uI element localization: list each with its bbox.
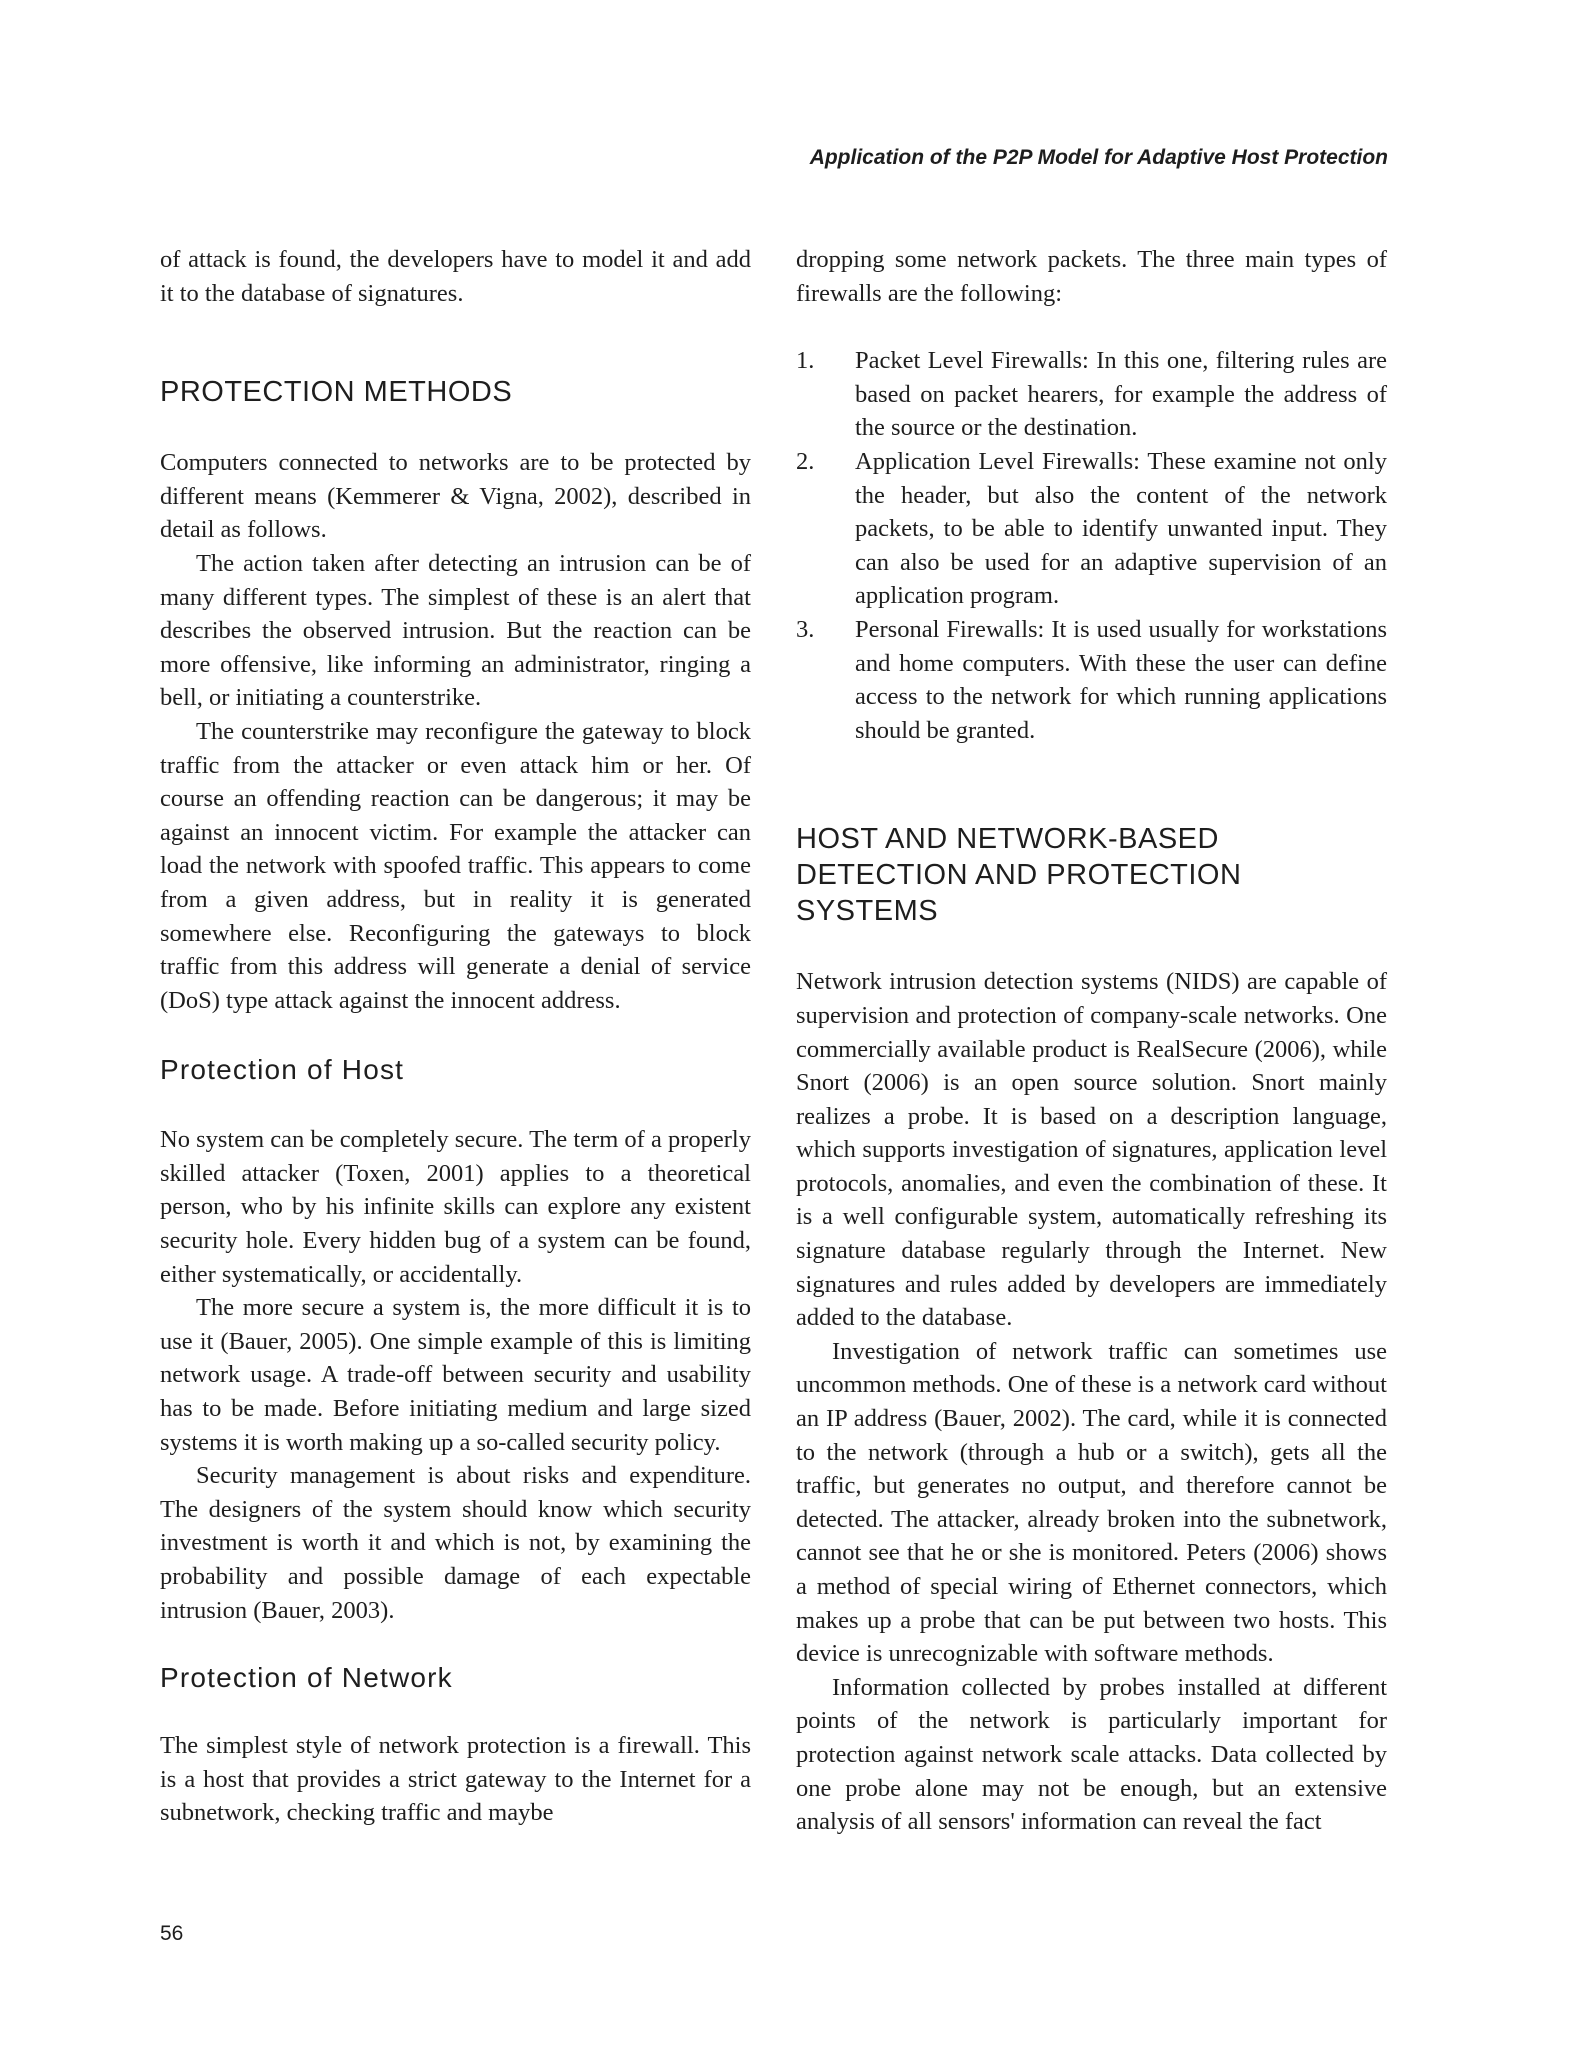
- heading-line: DETECTION AND PROTECTION: [796, 859, 1242, 892]
- heading-line: SYSTEMS: [796, 895, 939, 928]
- body-paragraph: Information collected by probes installed at different points of the network is particularly important for protection against network scale attacks. Data collected by one probe alone may not be enough, but an extensive analysis of all sensors' information can reveal the fact: [796, 1673, 1387, 1836]
- page-number: 56: [160, 1922, 184, 1945]
- protection-of-network-heading: Protection of Network: [160, 1662, 453, 1694]
- intro-paragraph: of attack is found, the developers have to model it and add it to the database of signatures.: [160, 246, 751, 307]
- list-number: 1.: [796, 347, 815, 375]
- list-number: 2.: [796, 447, 815, 475]
- left-column: [160, 243, 751, 1830]
- protection-methods-heading: PROTECTION METHODS: [160, 376, 513, 409]
- body-paragraph: Investigation of network traffic can sometimes use uncommon methods. One of these is a network card without an IP address (Bauer, 2002). The card, while it is connected to the network (through a hub or a switch), gets all the traffic, but generates no output, and therefore cannot be detected. The attacker, already broken into the subnetwork, cannot see that he or she is monitored. Peters (2006) shows a method of special wiring of Ethernet connectors, which makes up a probe that can be put between two hosts. This device is unrecognizable with software methods.: [796, 1337, 1387, 1668]
- firewall-types-list: [796, 344, 1387, 747]
- continuation-paragraph: dropping some network packets. The three main types of firewalls are the following:: [796, 246, 1387, 307]
- body-paragraph: Network intrusion detection systems (NIDS) are capable of supervision and protection of company-scale networks. One commercially available product is RealSecure (2006), while Snort (2006) is an open source solution. Snort mainly realizes a probe. It is based on a description language, which supports investigation of signatures, application level protocols, anomalies, and even the combination of these. It is a well configurable system, automatically refreshing its signature database regularly through the Internet. New signatures and rules added by developers are immediately added to the database.: [796, 968, 1387, 1332]
- right-column: [796, 243, 1387, 1839]
- body-paragraph: The more secure a system is, the more difficult it is to use it (Bauer, 2005). One simple example of this is limiting network usage. A trade-off between security and usability has to be made. Before initiating medium and large sized systems it is worth making up a so-called security policy.: [160, 1294, 751, 1456]
- body-paragraph: No system can be completely secure. The term of a properly skilled attacker (Toxen, 2001) applies to a theoretical person, who by his infinite skills can explore any existent security hole. Every hidden bug of a system can be found, either systematically, or accidentally.: [160, 1126, 751, 1288]
- list-item: [796, 445, 1387, 613]
- list-text: Personal Firewalls: It is used usually for workstations and home computers. With these the user can define access to the network for which running applications should be granted.: [855, 615, 1387, 744]
- protection-of-host-heading: Protection of Host: [160, 1054, 405, 1086]
- body-paragraph: Computers connected to networks are to be protected by different means (Kemmerer & Vigna, 2002), described in detail as follows.: [160, 449, 751, 544]
- heading-line: HOST AND NETWORK-BASED: [796, 823, 1219, 856]
- body-paragraph: Security management is about risks and expenditure. The designers of the system should know which security investment is worth it and which is not, by examining the probability and possible damage of each expectable intrusion (Bauer, 2003).: [160, 1462, 751, 1624]
- running-head: Application of the P2P Model for Adaptive Host Protection: [809, 146, 1388, 169]
- list-item: [796, 613, 1387, 747]
- host-network-heading: [796, 821, 1387, 929]
- body-paragraph: The simplest style of network protection is a firewall. This is a host that provides a strict gateway to the Internet for a subnetwork, checking traffic and maybe: [160, 1732, 751, 1827]
- body-paragraph: The action taken after detecting an intrusion can be of many different types. The simplest of these is an alert that describes the observed intrusion. But the reaction can be more offensive, like informing an administrator, ringing a bell, or initiating a counterstrike.: [160, 549, 751, 712]
- list-text: Packet Level Firewalls: In this one, filtering rules are based on packet hearers, for example the address of the source or the destination.: [855, 347, 1387, 442]
- list-text: Application Level Firewalls: These examine not only the header, but also the content of the network packets, to be able to identify unwanted input. They can also be used for an adaptive supervision of an application program.: [855, 447, 1387, 610]
- list-item: [796, 344, 1387, 445]
- body-paragraph: The counterstrike may reconfigure the gateway to block traffic from the attacker or even attack him or her. Of course an offending reaction can be dangerous; it may be against an innocent victim. For example the attacker can load the network with spoofed traffic. This appears to come from a given address, but in reality it is generated somewhere else. Reconfiguring the gateways to block traffic from this address will generate a denial of service (DoS) type attack against the innocent address.: [160, 717, 751, 1014]
- list-number: 3.: [796, 615, 815, 643]
